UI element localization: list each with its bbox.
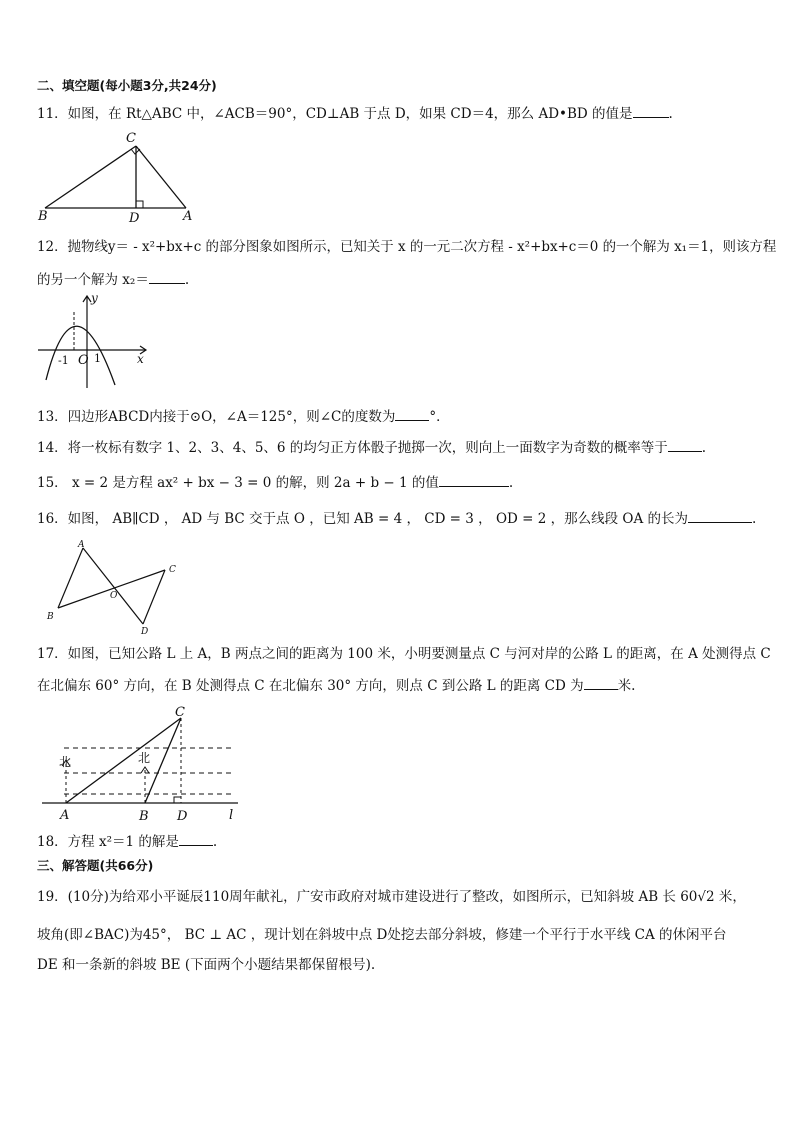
- question-17-text: 在北偏东 60° 方向，在 B 处测得点 C 在北偏东 30° 方向，则点 C 到公路 L 的距离 CD 为: [37, 678, 584, 694]
- answer-blank-13: [395, 407, 429, 421]
- question-17-end: 米.: [617, 678, 636, 694]
- question-11: [37, 104, 673, 123]
- fig12-label-origin: O: [78, 353, 89, 368]
- fig17-label-C: C: [175, 705, 185, 720]
- fig17-label-D: D: [177, 809, 188, 824]
- fig12-label-x: x: [137, 352, 144, 366]
- question-19-line-1: 19．(10分)为给邓小平诞辰110周年献礼，广安市政府对城市建设进行了整改，如图所示，已知斜坡 AB 长 60√2 米，: [37, 889, 746, 905]
- answer-blank-15: [439, 473, 509, 487]
- fig12-label-1: 1: [94, 352, 101, 365]
- answer-blank-18: [179, 832, 213, 846]
- answer-blank-11: [633, 104, 669, 118]
- fig11-label-D: D: [129, 211, 140, 222]
- question-12-end: .: [184, 272, 190, 288]
- figure-16-bowtie: [42, 538, 192, 638]
- question-18: [37, 832, 217, 851]
- fig16-label-O: O: [110, 591, 118, 601]
- figure-17-road-survey: [38, 702, 243, 824]
- question-12-line-2: [37, 270, 189, 289]
- section-header-solutions: 三、解答题(共66分): [37, 858, 154, 873]
- question-16-text: 16．如图， AB∥CD ， AD 与 BC 交于点 O ，已知 AB = 4 ， CD = 3 ， OD = 2 ，那么线段 OA 的长为: [37, 511, 689, 527]
- question-12-line-1: 12．抛物线y＝ - x²+bx+c 的部分图象如图所示，已知关于 x 的一元二次方程 - x²+bx+c＝0 的一个解为 x₁＝1，则该方程: [37, 239, 777, 255]
- fig11-label-B: B: [38, 209, 48, 222]
- question-13-end: °．: [429, 409, 450, 425]
- question-15-end: .: [508, 475, 514, 491]
- question-11-end: .: [668, 106, 673, 122]
- question-15-text: 15． x = 2 是方程 ax² + bx − 3 = 0 的解，则 2a + b − 1 的值: [37, 475, 439, 491]
- section-header-fill-in: 二、填空题(每小题3分,共24分): [37, 78, 217, 93]
- question-15: [37, 473, 513, 492]
- fig17-label-A: A: [60, 808, 70, 823]
- question-18-text: 18．方程 x²＝1 的解是: [37, 834, 179, 850]
- fig17-label-l: l: [229, 808, 234, 823]
- answer-blank-17: [584, 676, 618, 690]
- question-13-text: 13．四边形ABCD内接于⊙O，∠A＝125°，则∠C的度数为: [37, 409, 396, 425]
- fig11-label-A: A: [183, 209, 193, 222]
- question-17-line-1: 17．如图，已知公路 L 上 A，B 两点之间的距离为 100 米，小明要测量点 C 与河对岸的公路 L 的距离，在 A 处测得点 C: [37, 646, 771, 662]
- fig17-label-north-A: 北: [59, 755, 72, 769]
- answer-blank-16: [688, 509, 752, 523]
- fig16-label-B: B: [47, 612, 54, 622]
- fig17-label-B: B: [139, 809, 149, 824]
- fig16-label-A: A: [78, 540, 85, 550]
- fig16-label-D: D: [141, 627, 149, 637]
- fig12-label-neg1: -1: [58, 354, 69, 367]
- question-19-line-2: 坡角(即∠BAC)为45°， BC ⊥ AC ，现计划在斜坡中点 D处挖去部分斜坡，修建一个平行于水平线 CA 的休闲平台: [37, 927, 727, 943]
- answer-blank-14: [668, 438, 702, 452]
- question-16-end: .: [752, 511, 757, 527]
- figure-11-right-triangle: [36, 130, 206, 222]
- fig12-label-y: y: [91, 291, 98, 305]
- question-19-line-3: DE 和一条新的斜坡 BE (下面两个小题结果都保留根号).: [37, 957, 376, 973]
- figure-12-parabola: [36, 290, 156, 390]
- fig17-label-north-B: 北: [138, 751, 151, 765]
- question-12-text: 的另一个解为 x₂＝: [37, 272, 149, 288]
- question-17-line-2: [37, 676, 635, 695]
- question-16: [37, 509, 756, 528]
- question-14: [37, 438, 706, 457]
- question-11-text: 11．如图，在 Rt△ABC 中，∠ACB＝90°，CD⊥AB 于点 D，如果 CD＝4，那么 AD•BD 的值是: [37, 106, 633, 122]
- question-14-end: .: [701, 440, 707, 456]
- answer-blank-12: [149, 270, 185, 284]
- question-13: [37, 407, 450, 426]
- question-18-end: .: [212, 834, 218, 850]
- fig16-label-C: C: [169, 565, 176, 575]
- fig11-label-C: C: [126, 131, 136, 146]
- question-14-text: 14．将一枚标有数字 1、2、3、4、5、6 的均匀正方体骰子抛掷一次，则向上一面数字为奇数的概率等于: [37, 440, 668, 456]
